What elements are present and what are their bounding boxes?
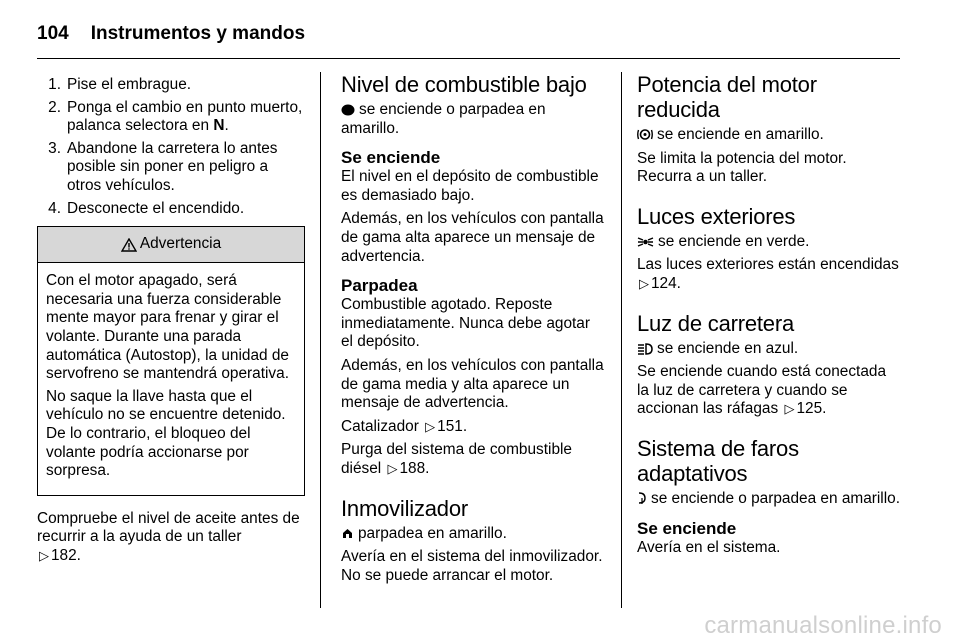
warning-header — [38, 227, 304, 263]
warning-paragraph: Con el motor apagado, será necesaria una fuerza considerable mente mayor para frenar y girar el volante. Durante una parada automática (Autostop), la unidad de servofreno se mantendrá operativa. — [46, 272, 289, 383]
fuel-heading: Nivel de combustible bajo — [341, 72, 587, 97]
oil-check-text: Compruebe el nivel de aceite antes de recurrir a la ayuda de un taller ▷ 182. — [37, 509, 300, 564]
exterior-lights-icon — [637, 236, 654, 248]
purge-ref: Purga del sistema de combustible diésel ▷ 188. — [341, 441, 572, 477]
immobilizer-icon — [341, 527, 354, 540]
fuel-blink-text2: Además, en los vehículos con pantalla de gama media y alta aparece un mensaje de advertencia. — [341, 356, 604, 412]
fuel-on-text: El nivel en el depósito de combustible es demasiado bajo. — [341, 168, 599, 204]
list-item: 4. Desconecte el encendido. — [48, 199, 245, 217]
page-ref-icon: ▷ — [425, 418, 436, 434]
warning-paragraph: No saque la llave hasta que el vehículo no se encuentre detenido. De lo contrario, el bloqueo del volante podría accionarse por sorpresa. — [46, 387, 286, 480]
warning-body — [38, 263, 304, 495]
column-divider-2 — [621, 72, 622, 608]
header-divider — [37, 58, 900, 59]
column-divider-1 — [320, 72, 321, 608]
list-item: 2. Ponga el cambio en punto muerto, palanca selectora en N. — [48, 98, 303, 135]
fuel-on-heading: Se enciende — [341, 148, 441, 168]
exterior-heading: Luces exteriores — [637, 203, 796, 229]
column-2 — [341, 72, 606, 590]
warning-box — [37, 226, 305, 496]
immobilizer-heading: Inmovilizador — [341, 495, 469, 521]
page-ref-icon: ▷ — [387, 460, 398, 476]
fuel-intro: se enciende o parpadea en amarillo. — [341, 101, 546, 137]
afl-on-text: Avería en el sistema. — [637, 538, 781, 556]
highbeam-intro: se enciende en azul. — [637, 340, 902, 359]
catalyst-ref: Catalizador ▷ 151. — [341, 417, 468, 435]
page-ref-icon: ▷ — [39, 547, 49, 563]
warning-triangle-icon — [121, 238, 137, 252]
power-text: Se limita la potencia del motor. Recurra a un taller. — [637, 149, 847, 186]
watermark: carmanualsonline.info — [704, 612, 942, 639]
power-intro: se enciende en amarillo. — [637, 126, 902, 145]
exterior-intro: se enciende en verde. — [637, 233, 902, 252]
fuel-warning-icon — [341, 104, 355, 116]
immobilizer-text: Avería en el sistema del inmovilizador. No se puede arrancar el motor. — [341, 548, 603, 584]
page-ref-icon: ▷ — [639, 275, 649, 291]
column-1 — [37, 72, 305, 570]
fuel-blink-heading: Parpadea — [341, 276, 418, 296]
steps-list — [37, 76, 305, 218]
highbeam-text: Se enciende cuando está conectada la luz de carretera y cuando se accionan las ráfagas ▷ 125. — [637, 363, 887, 418]
page-header — [37, 14, 305, 54]
warning-title: Advertencia — [139, 235, 222, 253]
afl-intro: se enciende o parpadea en amarillo. — [637, 490, 902, 509]
power-heading: Potencia del motor reducida — [637, 72, 817, 122]
page-ref-icon: ▷ — [784, 401, 795, 417]
high-beam-icon — [637, 343, 653, 355]
fuel-blink-text: Combustible agotado. Reposte inmediatamente. Nunca debe agotar el depósito. — [341, 296, 590, 351]
immobilizer-intro: parpadea en amarillo. — [341, 525, 606, 544]
afl-on-heading: Se enciende — [637, 518, 737, 538]
page-number: 104 — [37, 23, 69, 44]
adaptive-headlight-icon — [637, 492, 647, 505]
afl-heading: Sistema de faros adaptativos — [637, 435, 799, 486]
fuel-on-text2: Además, en los vehículos con pantalla de gama alta aparece un mensaje de advertencia. — [341, 210, 604, 265]
reduced-power-icon — [637, 128, 653, 141]
list-item: 1. Pise el embrague. — [48, 76, 192, 93]
page-title: Instrumentos y mandos — [90, 23, 306, 44]
list-item: 3. Abandone la carretera lo antes posible sin poner en peligro a otros vehículos. — [48, 139, 278, 194]
column-3 — [637, 72, 902, 562]
highbeam-heading: Luz de carretera — [637, 310, 794, 336]
exterior-text: Las luces exteriores están encendidas ▷ 124. — [637, 256, 899, 292]
